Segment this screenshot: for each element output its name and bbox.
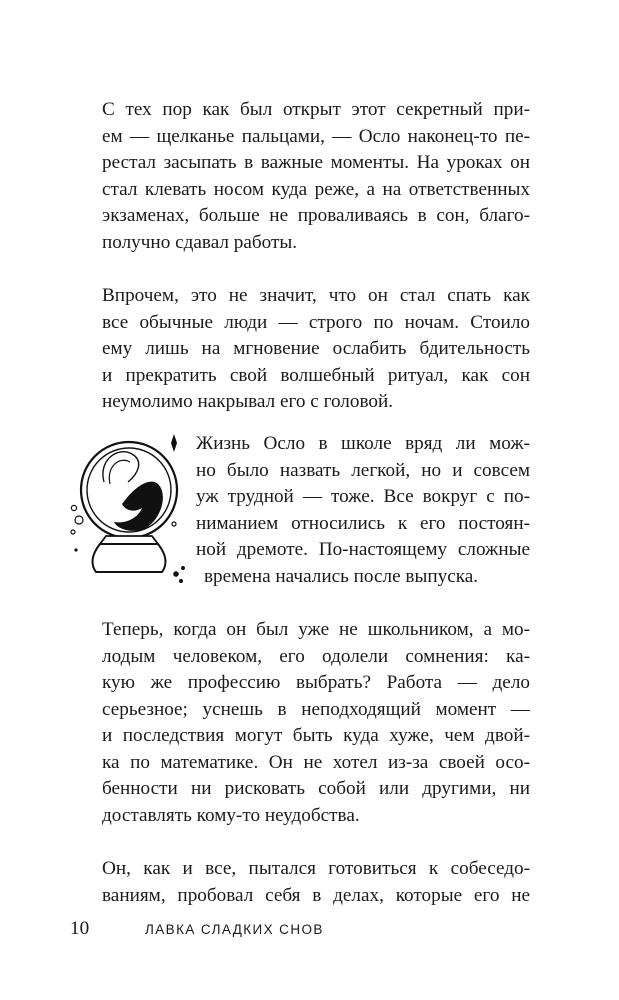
text-line: ем — щелканье пальцами, — Осло наконец-то пе- [102, 125, 530, 147]
text-line: экзаменах, больше не проваливаясь в сон, благо- [102, 205, 530, 226]
text-line: но было назвать легкой, но и совсем [196, 459, 530, 481]
text-line: времена начались после выпуска. [204, 565, 479, 587]
text-line: лодым человеком, его одолели сомнения: ка- [102, 645, 530, 667]
text-line: стал клевать носом куда реже, а на ответственных [102, 178, 530, 200]
text-line: С тех пор как был открыт этот секретный при- [102, 99, 530, 120]
paragraph-5 [102, 856, 530, 909]
text-line: ниманием относились к его постоян- [196, 512, 530, 534]
text-line: ему лишь на мгновение ослабить бдительность [102, 338, 530, 359]
text-line: ка по математике. Он не хотел из-за своей осо- [102, 751, 530, 773]
text-line: Жизнь Осло в школе вряд ли мож- [196, 433, 530, 454]
text-line: ной дремоте. По-настоящему сложные [196, 539, 530, 560]
text-line: все обычные люди — строго по ночам. Стоило [102, 311, 530, 333]
text-line: и прекратить свой волшебный ритуал, как сон [102, 364, 530, 386]
paragraph-2 [102, 283, 530, 416]
text-line: неумолимо накрывал его с головой. [102, 391, 394, 412]
page-number: 10 [70, 918, 90, 939]
paragraph-3 [196, 431, 530, 590]
running-title: ЛАВКА СЛАДКИХ СНОВ [145, 922, 324, 937]
text-line: серьезное; уснешь в неподходящий момент — [102, 698, 530, 720]
crystal-ball-icon [66, 432, 188, 590]
text-line: уж трудной — тоже. Все вокруг с по- [196, 486, 530, 507]
text-line: Он, как и все, пытался готовиться к собеседо- [102, 858, 530, 879]
page-footer [0, 917, 619, 941]
text-line: доставлять кому-то неудобства. [102, 804, 360, 826]
text-line: Теперь, когда он был уже не школьником, а мо- [102, 619, 530, 640]
text-line: получно сдавал работы. [102, 231, 298, 253]
text-line: ваниям, пробовал себя в делах, которые его не [102, 884, 530, 906]
text-line: Впрочем, это не значит, что он стал спать как [102, 285, 530, 306]
text-line: и последствия могут быть куда хуже, чем двой- [102, 725, 530, 746]
text-line: кую же профессию выбрать? Работа — дело [102, 672, 530, 693]
text-line: бенности ни рисковать собой или другими, ни [102, 778, 530, 799]
paragraph-1 [102, 97, 530, 256]
paragraph-4 [102, 617, 530, 829]
text-line: рестал засыпать в важные моменты. На уроках он [102, 152, 530, 173]
